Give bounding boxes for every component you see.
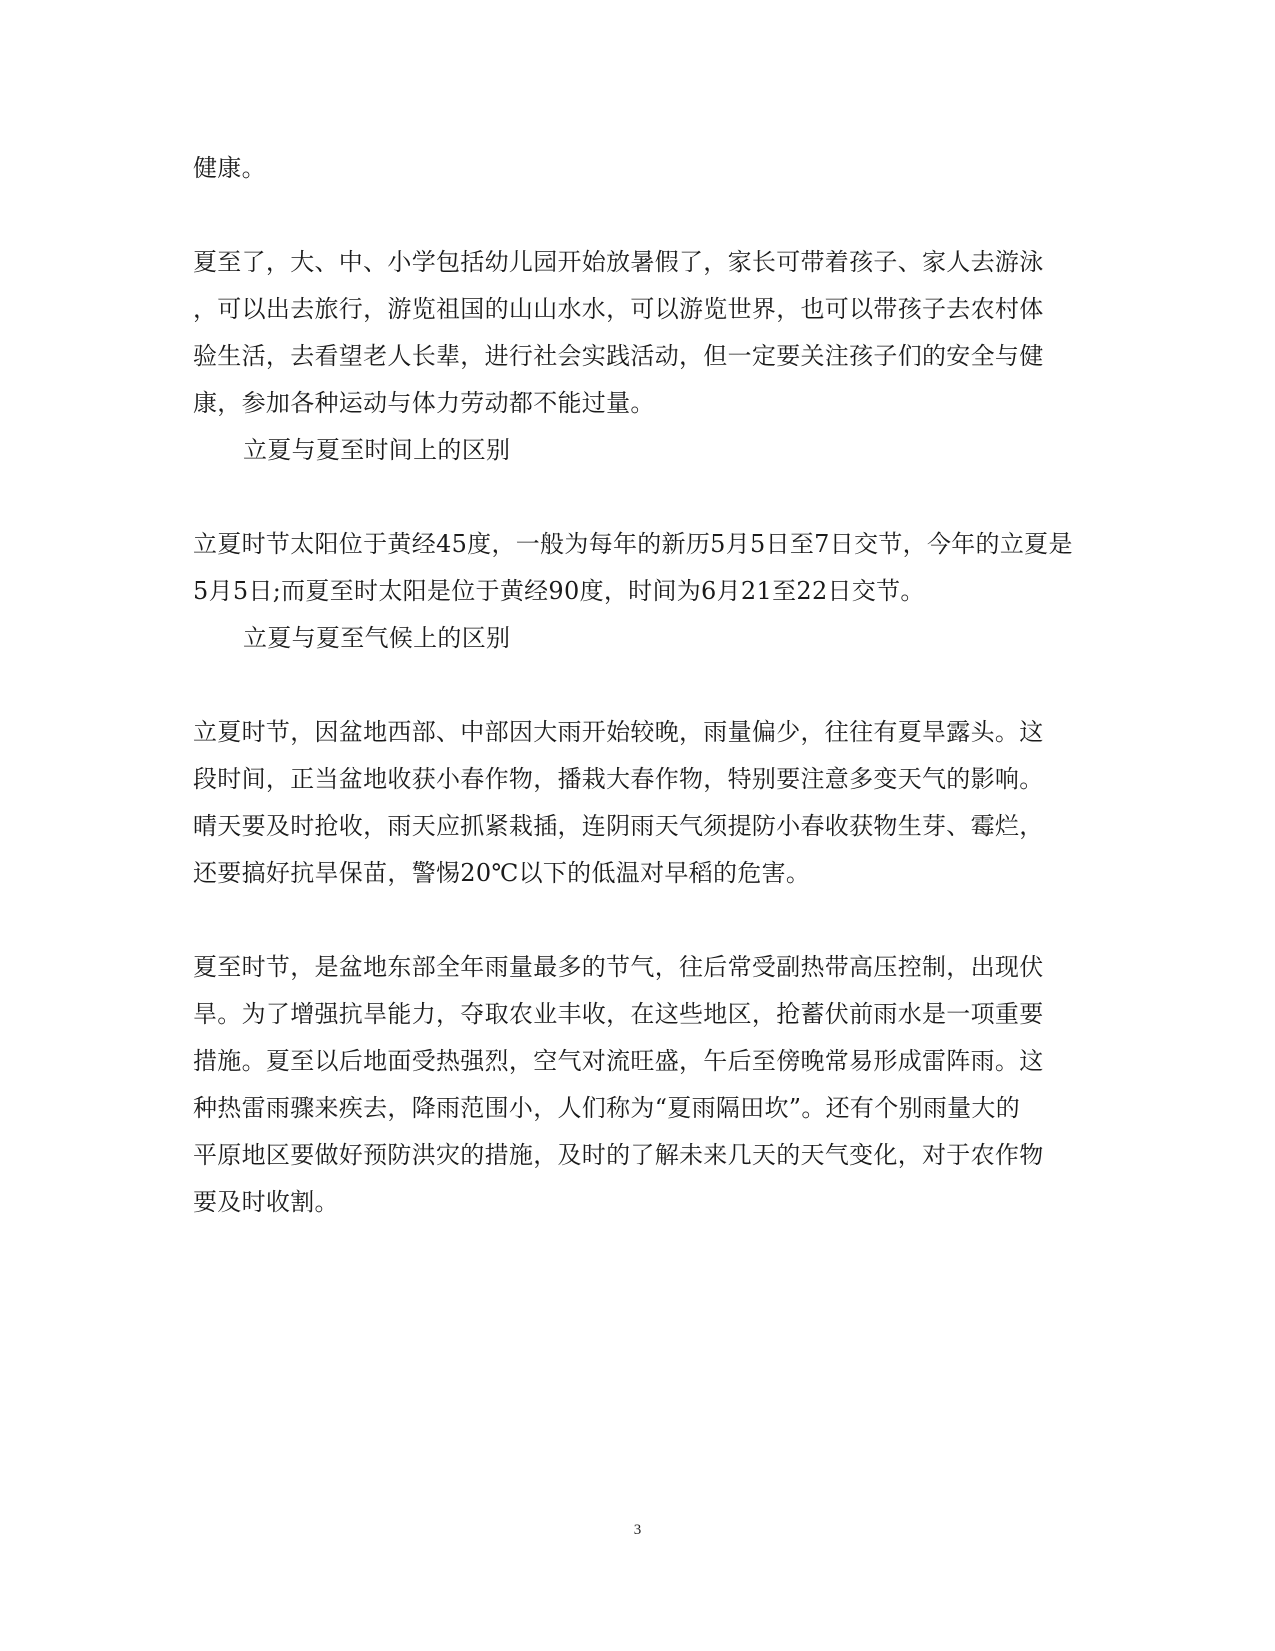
text-line-1: 健康。 — [193, 154, 266, 182]
section-heading-climate: 立夏与夏至气候上的区别 — [243, 624, 511, 652]
page-number: 3 — [633, 1522, 642, 1538]
text-line-4: 验生活，去看望老人长辈，进行社会实践活动，但一定要关注孩子们的安全与健 — [193, 342, 1044, 370]
text-line-18: 平原地区要做好预防洪灾的措施，及时的了解未来几天的天气变化，对于农作物 — [193, 1141, 1044, 1169]
text-line-10: 立夏时节，因盆地西部、中部因大雨开始较晚，雨量偏少，往往有夏旱露头。这 — [193, 718, 1044, 746]
text-line-8: 5月5日;而夏至时太阳是位于黄经90度，时间为6月21至22日交节。 — [193, 577, 925, 605]
text-line-19: 要及时收割。 — [193, 1188, 339, 1216]
text-line-13: 还要搞好抗旱保苗，警惕20℃以下的低温对早稻的危害。 — [193, 859, 811, 887]
text-line-7: 立夏时节太阳位于黄经45度，一般为每年的新历5月5日至7日交节，今年的立夏是 — [193, 530, 1073, 558]
text-line-17: 种热雷雨骤来疾去，降雨范围小，人们称为“夏雨隔田坎”。还有个别雨量大的 — [193, 1094, 1021, 1122]
text-line-14: 夏至时节，是盆地东部全年雨量最多的节气，往后常受副热带高压控制，出现伏 — [193, 953, 1044, 981]
text-line-11: 段时间，正当盆地收获小春作物，播栽大春作物，特别要注意多变天气的影响。 — [193, 765, 1044, 793]
text-line-3: ，可以出去旅行，游览祖国的山山水水，可以游览世界，也可以带孩子去农村体 — [193, 295, 1044, 323]
text-line-16: 措施。夏至以后地面受热强烈，空气对流旺盛，午后至傍晚常易形成雷阵雨。这 — [193, 1047, 1044, 1075]
text-line-2: 夏至了，大、中、小学包括幼儿园开始放暑假了，家长可带着孩子、家人去游泳 — [193, 248, 1044, 276]
text-line-5: 康，参加各种运动与体力劳动都不能过量。 — [193, 389, 655, 417]
text-line-12: 晴天要及时抢收，雨天应抓紧栽插，连阴雨天气须提防小春收获物生芽、霉烂， — [193, 812, 1044, 840]
text-line-15: 旱。为了增强抗旱能力，夺取农业丰收，在这些地区，抢蓄伏前雨水是一项重要 — [193, 1000, 1044, 1028]
section-heading-time: 立夏与夏至时间上的区别 — [243, 436, 511, 464]
